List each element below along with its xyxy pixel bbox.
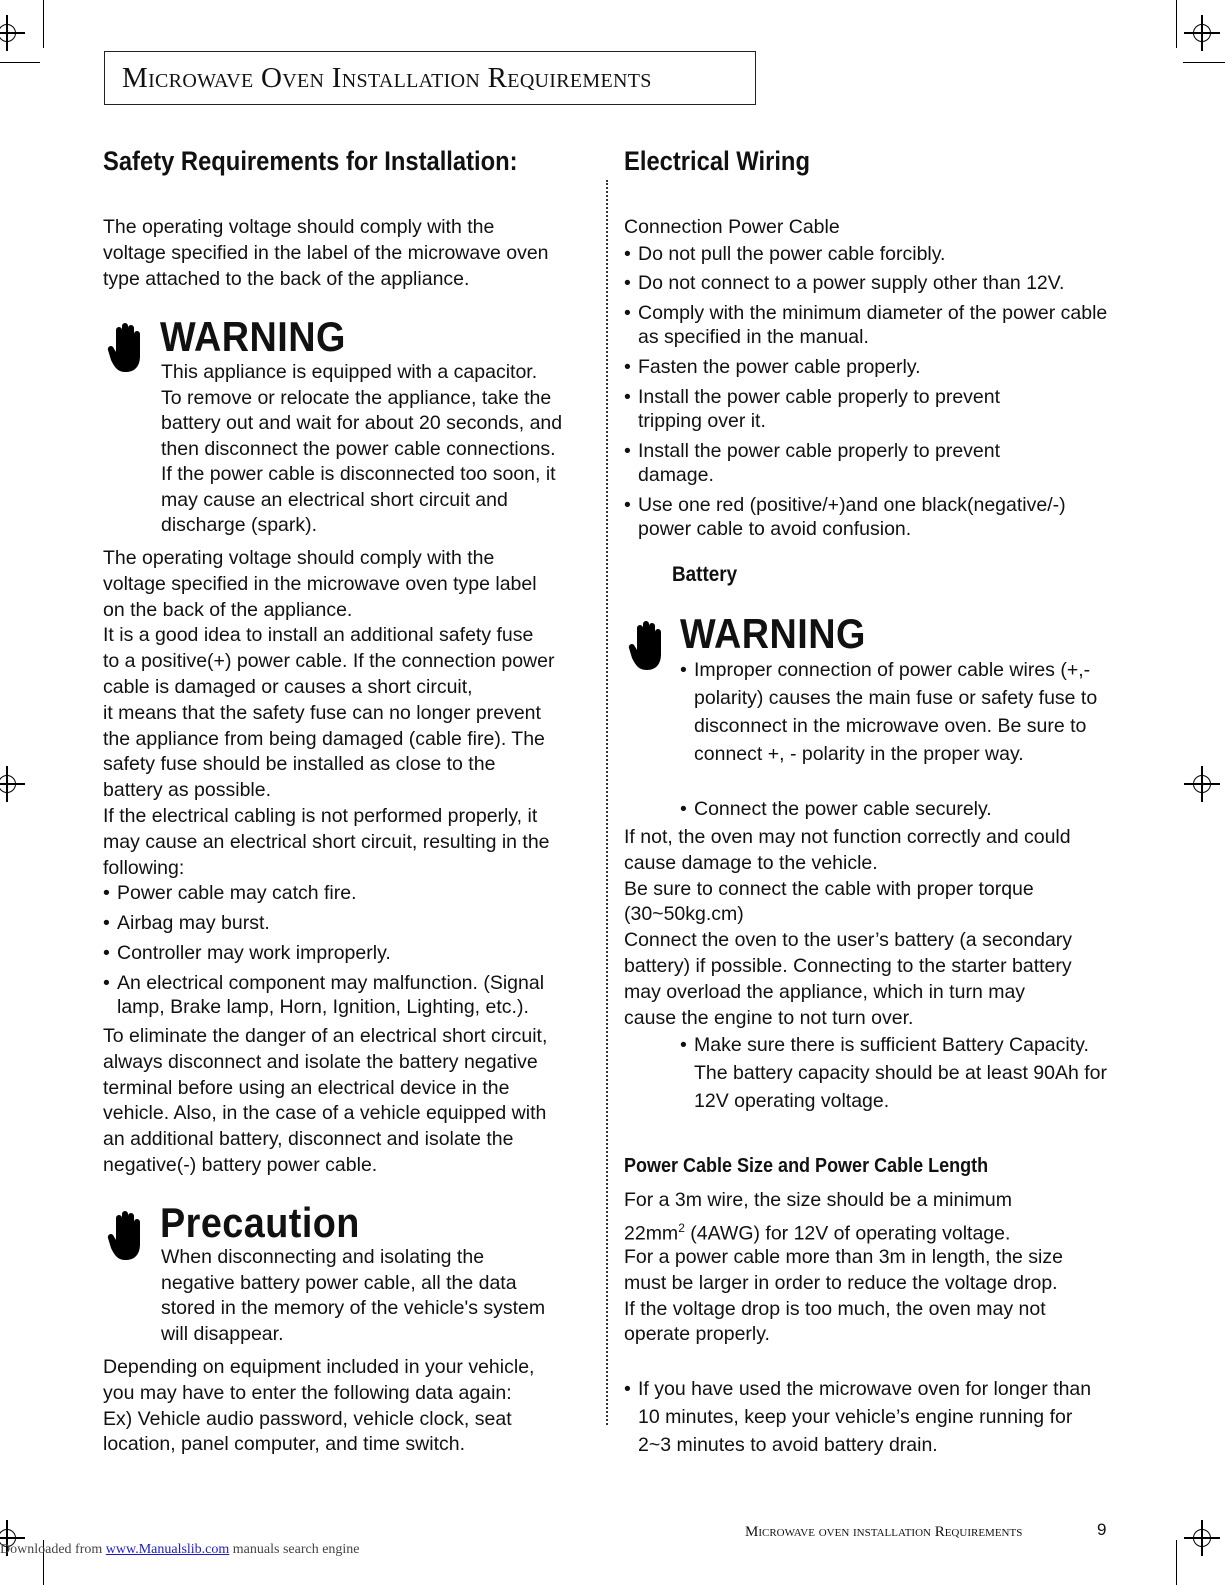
cable-text-line: For a 3m wire, the size should be a minimum	[624, 1189, 1012, 1211]
body-paragraph-2: To eliminate the danger of an electrical short circuit, always disconnect and isolate the battery negative terminal before using an electrical device in the vehicle. Also, in the case of a vehicle equipped with an additional battery, disconnect and isolate the negative(-) battery power cable.	[103, 1025, 548, 1176]
battery-body: If not, the oven may not function correctly and could cause damage to the vehicle. Be sure to connect the cable with proper torque (30~50kg.cm) Connect the oven to the user’s battery (a secondary battery) if possible. Connecting to the starter battery may overload the appliance, which in turn may cause the engine to not turn over.	[624, 826, 1073, 1029]
list-item: • Controller may work improperly.	[103, 941, 597, 965]
registration-mark-mid-right	[1184, 766, 1220, 802]
page-number: 9	[1097, 1520, 1107, 1539]
list-item: • An electrical component may malfunction. (Signal lamp, Brake lamp, Horn, Ignition, Lighting, etc.).	[103, 971, 597, 1019]
list-item: • Improper connection of power cable wires (+,- polarity) causes the main fuse or safety fuse to disconnect in the microwave oven. Be sure to connect +, - polarity in the proper way.	[680, 656, 1120, 768]
warning-hand-icon	[628, 620, 668, 674]
cable-size-heading: Power Cable Size and Power Cable Length	[624, 1155, 989, 1177]
registration-mark-mid-left	[0, 766, 25, 802]
intro-paragraph: The operating voltage should comply with the voltage specified in the label of the microwave oven type attached to the back of the appliance.	[103, 216, 549, 290]
list-item: • If you have used the microwave oven for longer than 10 minutes, keep your vehicle’s engine running for 2~3 minutes to avoid battery drain.	[624, 1375, 1098, 1459]
warning-text: This appliance is equipped with a capacitor. To remove or relocate the appliance, take the battery out and wait for about 20 seconds, and then disconnect the power cable connections. If the power cable is disconnected too soon, it may cause an electrical short circuit and discharge (spark).	[161, 361, 563, 536]
cable-size-rest: (4AWG) for 12V of operating voltage.	[684, 1222, 1011, 1245]
column-divider	[606, 180, 608, 1425]
list-item: • Airbag may burst.	[103, 911, 597, 935]
list-item: • Do not pull the power cable forcibly.	[624, 242, 1118, 266]
list-item: • Power cable may catch fire.	[103, 881, 597, 905]
registration-mark-top-right	[1184, 15, 1220, 51]
manualslib-link[interactable]: www.Manualslib.com	[105, 1542, 230, 1557]
safety-heading: Safety Requirements for Installation:	[103, 146, 518, 176]
list-item: • Install the power cable properly to prevent damage.	[624, 439, 1058, 487]
list-item: • Fasten the power cable properly.	[624, 355, 1118, 379]
trim-line	[1176, 0, 1177, 48]
cable-size-value: 22mm	[624, 1222, 679, 1245]
download-suffix: manuals search engine	[229, 1542, 360, 1557]
registration-mark-bottom-right	[1184, 1520, 1220, 1556]
list-item: • Comply with the minimum diameter of the power cable as specified in the manual.	[624, 301, 1108, 349]
precaution-title: Precaution	[160, 1199, 360, 1246]
cable-text-line	[624, 1216, 1010, 1247]
page-title: Microwave Oven Installation Requirements	[104, 51, 756, 105]
download-prefix: Downloaded from	[0, 1542, 106, 1557]
warning-hand-icon	[107, 322, 147, 376]
connection-subheading: Connection Power Cable	[624, 216, 840, 238]
footer-section-title: Microwave oven installation Requirements	[745, 1524, 1023, 1540]
warning-title: WARNING	[680, 610, 866, 657]
electrical-wiring-heading: Electrical Wiring	[624, 146, 810, 176]
trim-line	[1183, 62, 1225, 63]
warning-title: WARNING	[160, 313, 346, 360]
battery-heading: Battery	[672, 563, 738, 586]
cable-body: For a power cable more than 3m in length, the size must be larger in order to reduce the voltage drop. If the voltage drop is too much, the oven may not operate properly.	[624, 1246, 1063, 1346]
list-item: • Install the power cable properly to prevent tripping over it.	[624, 385, 1058, 433]
registration-mark-top-left	[0, 15, 25, 51]
list-item: • Use one red (positive/+)and one black(negative/-) power cable to avoid confusion.	[624, 493, 1118, 541]
trim-line	[1176, 1540, 1177, 1585]
superscript: 2	[678, 1221, 685, 1235]
list-item: • Do not connect to a power supply other than 12V.	[624, 271, 1118, 295]
trim-line	[43, 0, 44, 48]
body-paragraph: The operating voltage should comply with the voltage specified in the microwave oven type label on the back of the appliance. It is a good idea to install an additional safety fuse to a positive(+) power cable. If the connection power cable is damaged or causes a short circuit, it means that the safety fuse can no longer prevent the appliance from being damaged (cable fire). The safety fuse should be installed as close to the battery as possible. If the electrical cabling is not performed properly, it may cause an electrical short circuit, resulting in the following:	[103, 547, 555, 879]
precaution-hand-icon	[107, 1210, 147, 1264]
precaution-text: When disconnecting and isolating the negative battery power cable, all the data stored in the memory of the vehicle's system will disappear.	[161, 1246, 546, 1345]
list-item: • Connect the power cable securely.	[680, 797, 1120, 821]
trim-line	[0, 62, 40, 63]
body-paragraph-3: Depending on equipment included in your vehicle, you may have to enter the following data again: Ex) Vehicle audio password, vehicle clock, seat location, panel computer, and time switch.	[103, 1356, 535, 1456]
download-note	[0, 1542, 360, 1558]
list-item: • Make sure there is sufficient Battery Capacity. The battery capacity should be at least 90Ah for 12V operating voltage.	[680, 1031, 1114, 1115]
